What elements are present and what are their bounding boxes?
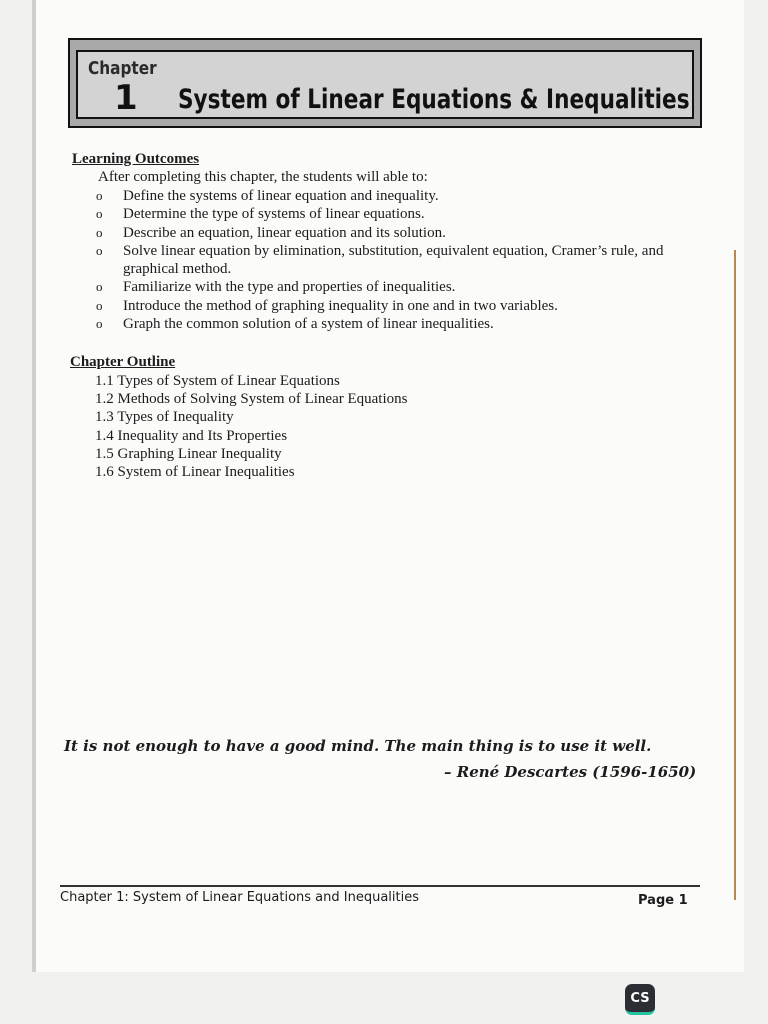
outline-item: 1.2 Methods of Solving System of Linear Equations: [95, 391, 408, 408]
document-page: [32, 0, 744, 972]
list-item: [96, 224, 696, 242]
outline-item: 1.6 System of Linear Inequalities: [95, 464, 295, 481]
bullet-icon: o: [96, 206, 103, 222]
outcome-text: Determine the type of systems of linear equations.: [123, 206, 425, 223]
learning-outcomes-intro: After completing this chapter, the students will able to:: [98, 169, 428, 185]
footer-divider: [60, 885, 700, 887]
chapter-outline-heading: Chapter Outline: [70, 354, 176, 370]
outline-item: 1.4 Inequality and Its Properties: [95, 427, 288, 444]
list-item: [96, 315, 696, 333]
bullet-icon: o: [96, 224, 103, 240]
camscanner-logo-icon: CS: [625, 984, 655, 1015]
outline-item: 1.3 Types of Inequality: [95, 409, 234, 426]
chapter-label: Chapter: [88, 58, 157, 79]
list-item: [96, 205, 696, 223]
outcome-text: Graph the common solution of a system of linear inequalities.: [123, 316, 494, 333]
outcome-text: Solve linear equation by elimination, substitution, equivalent equation, Cramer’s rule, and graphical method.: [123, 242, 664, 278]
chapter-banner-inner: [76, 50, 694, 119]
learning-outcomes-heading: Learning Outcomes: [72, 151, 200, 167]
chapter-banner: [68, 38, 702, 128]
chapter-number: 1: [114, 78, 138, 118]
list-item: [96, 278, 696, 296]
page-edge: [734, 250, 736, 900]
bullet-icon: o: [96, 242, 103, 258]
outcome-text: Describe an equation, linear equation and its solution.: [123, 224, 446, 241]
quote-text: It is not enough to have a good mind. The main thing is to use it well.: [64, 737, 652, 755]
learning-outcomes-list: [96, 187, 696, 333]
quote-attribution: – René Descartes (1596-1650): [444, 763, 697, 781]
chapter-title: System of Linear Equations & Inequalities: [178, 84, 690, 115]
list-item: [96, 242, 696, 279]
bullet-icon: o: [96, 316, 103, 332]
outcome-text: Define the systems of linear equation and inequality.: [123, 188, 439, 204]
bullet-icon: o: [96, 188, 103, 203]
footer-chapter-title: Chapter 1: System of Linear Equations and Inequalities: [60, 890, 419, 905]
outline-item: 1.5 Graphing Linear Inequality: [95, 445, 282, 462]
bullet-icon: o: [96, 279, 103, 295]
list-item: [96, 297, 696, 315]
outline-item: 1.1 Types of System of Linear Equations: [95, 373, 340, 389]
bullet-icon: o: [96, 297, 103, 313]
outcome-text: Familiarize with the type and properties of inequalities.: [123, 279, 456, 296]
chapter-outline-list: [95, 372, 407, 481]
list-item: [96, 187, 696, 205]
outcome-text: Introduce the method of graphing inequality in one and in two variables.: [123, 297, 558, 314]
page-number: Page 1: [638, 893, 688, 908]
